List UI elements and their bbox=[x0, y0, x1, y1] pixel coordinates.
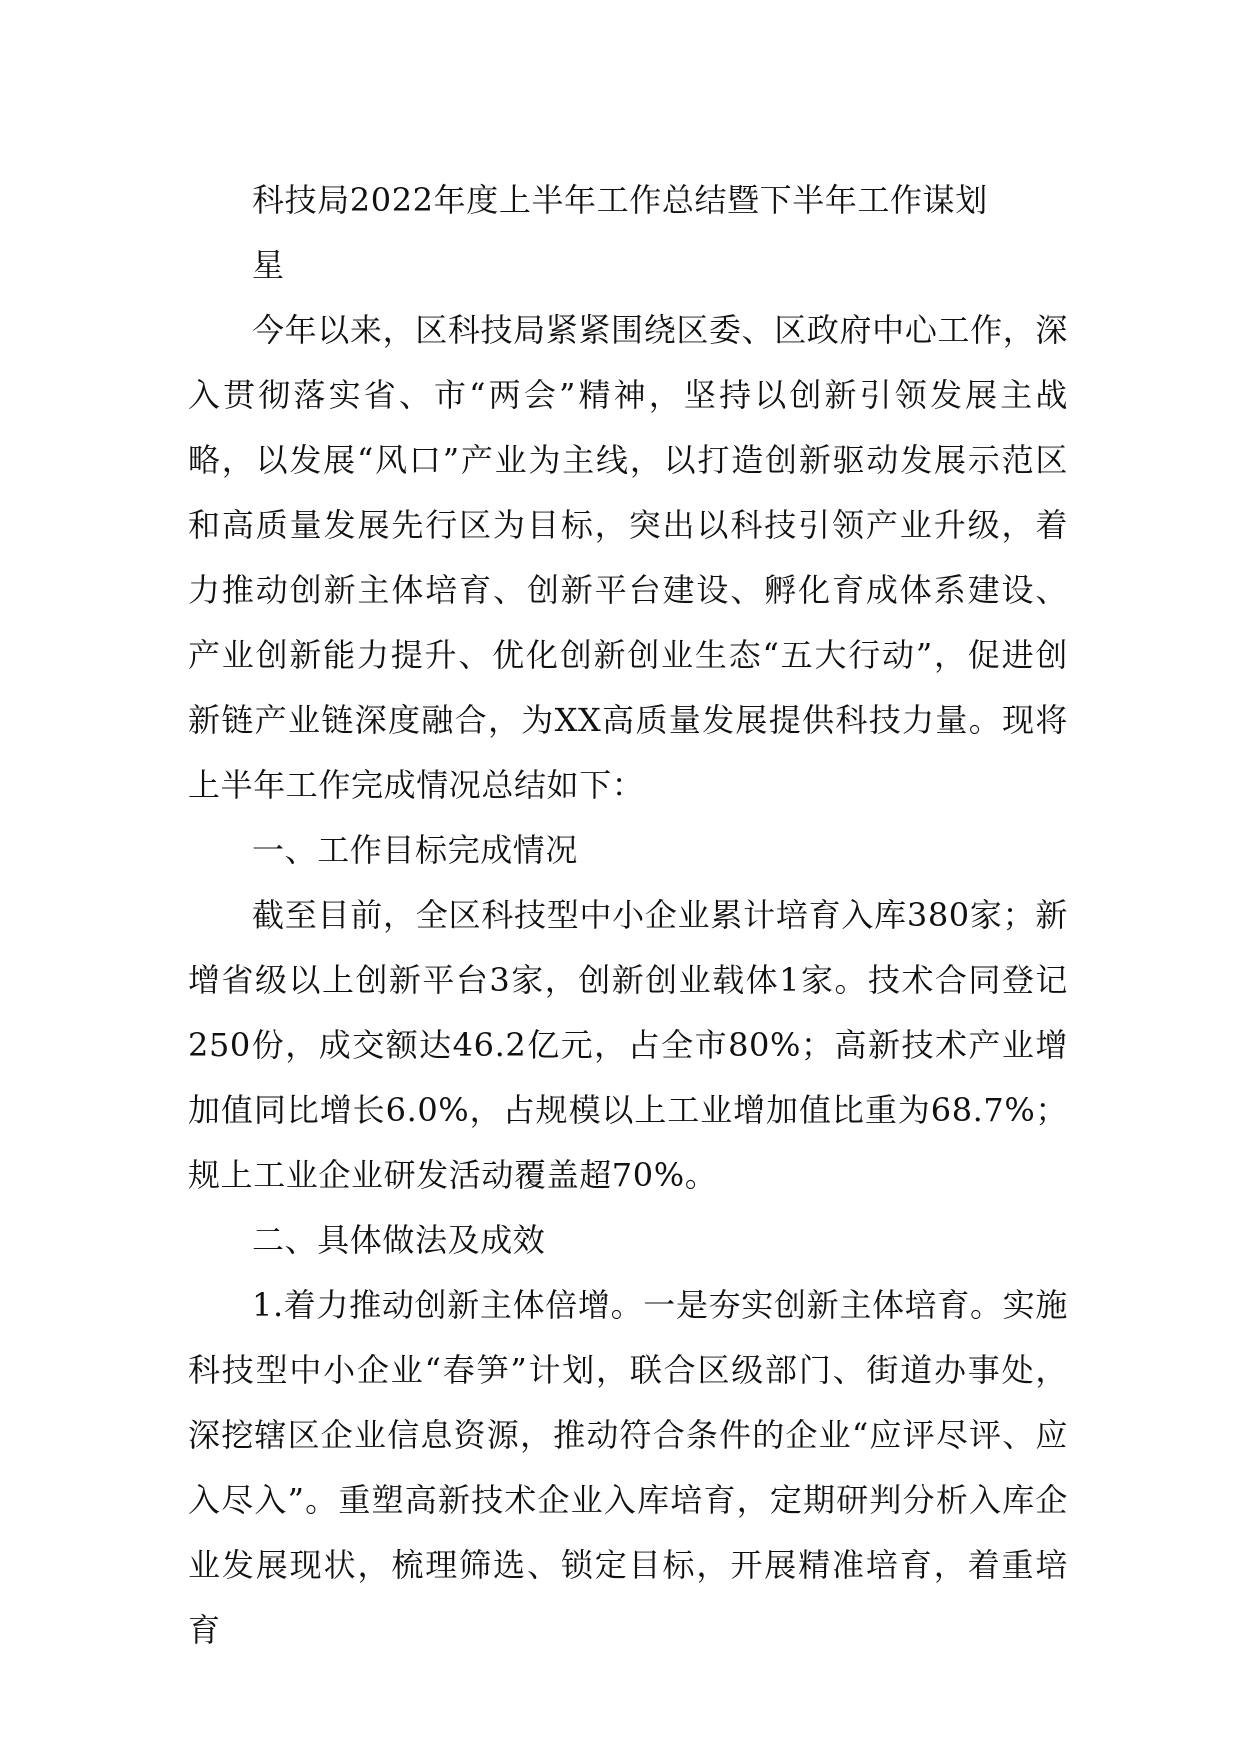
section-heading-measures: 二、具体做法及成效 bbox=[252, 1221, 546, 1259]
measures-paragraph: 1.着力推动创新主体倍增。一是夯实创新主体培育。实施科技型中小企业“春笋”计划，联合区级部门、街道办事处，深挖辖区企业信息资源，推动符合条件的企业“应评尽评、应入尽入”。重塑高新技术企业入库培育，定期研判分析入库企业发展现状，梳理筛选、锁定目标，开展精准培育，着重培育 bbox=[188, 1286, 1068, 1649]
document-title: 科技局2022年度上半年工作总结暨下半年工作谋划 bbox=[252, 181, 988, 219]
document-title-tail: 星 bbox=[252, 246, 285, 284]
intro-paragraph: 今年以来，区科技局紧紧围绕区委、区政府中心工作，深入贯彻落实省、市“两会”精神，坚持以创新引领发展主战略，以发展“风口”产业为主线，以打造创新驱动发展示范区和高质量发展先行区为目标，突出以科技引领产业升级，着力推动创新主体培育、创新平台建设、孵化育成体系建设、产业创新能力提升、优化创新创业生态“五大行动”，促进创新链产业链深度融合，为XX高质量发展提供科技力量。现将上半年工作完成情况总结如下： bbox=[188, 311, 1068, 804]
goals-paragraph: 截至目前，全区科技型中小企业累计培育入库380家；新增省级以上创新平台3家，创新创业载体1家。技术合同登记250份，成交额达46.2亿元，占全市80%；高新技术产业增加值同比增长6.0%，占规模以上工业增加值比重为68.7%；规上工业企业研发活动覆盖超70%。 bbox=[188, 896, 1068, 1194]
document-page bbox=[188, 168, 1068, 1663]
section-heading-goals: 一、工作目标完成情况 bbox=[252, 831, 579, 869]
